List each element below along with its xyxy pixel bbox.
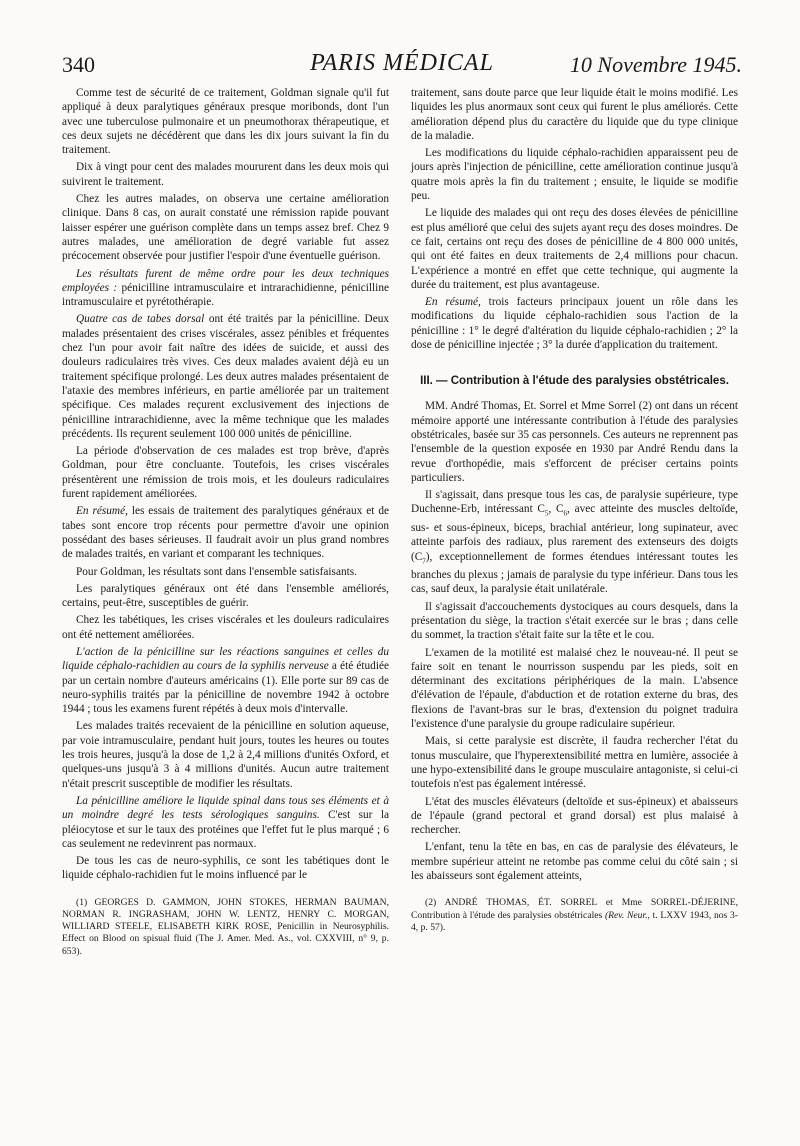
paragraph: Les modifications du liquide céphalo-rachidien apparaissent peu de jours après l'injection de pénicilline, cette amélioration continue jusqu'à quatre mois après la fin du traitement ; ensuite, le liquide se modifie peu. (411, 147, 738, 203)
text-run: (2) ANDRÉ THOMAS, ÉT. SORREL et Mme SORREL-DÉJERINE, Contribution à l'étude des paralysies obstétricales (411, 897, 738, 921)
paragraph (62, 504, 389, 561)
section-heading: III. — Contribution à l'étude des paralysies obstétricales. (420, 375, 729, 388)
footnote-text: (1) GEORGES D. GAMMON, JOHN STOKES, HERMAN BAUMAN, NORMAN R. INGRASHAM, JOHN W. LENTZ, HENRY C. MORGAN, WILLIARD STEELE, ELISABETH KIRK ROSE, Penicillin in Neurosyphilis. Effect on Blood on spisual fluid (The J. Amer. Med. As., vol. CXXVIII, n° 9, p. 653). (62, 896, 389, 957)
text-run: , C (548, 503, 564, 516)
footnote-1 (62, 897, 389, 958)
paragraph: L'examen de la motilité est malaisé chez le nouveau-né. Il peut se faire soit en tenant le nourrisson suspendu par les pieds, soit en déterminant des excitations périphériques de la main. L'absence d'élévation de l'épaule, d'abduction et de rotation externe du bras, des flexions de l'avant-bras sur le bras, d'extension du poignet traduira l'existence d'une paralysie du groupe radiculaire supérieur. (411, 646, 738, 731)
paragraph: Il s'agissait d'accouchements dystociques au cours desquels, dans la présentation du siège, la traction s'était exercée sur le bras ; dans celle du sommet, la traction s'était faite sur la tête et le cou. (411, 600, 738, 642)
paragraph: Comme test de sécurité de ce traitement, Goldman signale qu'il fut appliqué à deux paralytiques généraux presque moribonds, dont l'un avec une tuberculose pulmonaire et un pneumothorax thérapeutique, et ces deux sujets ne décédèrent que dans les dix jours suivant la fin du traitement. (62, 87, 389, 157)
italic-run: En résumé, (76, 505, 128, 518)
paragraph: L'état des muscles élévateurs (deltoïde et sus-épineux) et abaisseurs de l'épaule (grand pectoral et grand dorsal) est plus malaisé à rechercher. (411, 795, 738, 837)
italic-run: La pénicilline améliore le liquide spinal dans tous ses éléments et à un moindre degré les tests sérologiques sanguins. (62, 794, 389, 822)
paragraph: Chez les autres malades, on observa une certaine amélioration clinique. Dans 8 cas, on aurait constaté une rémission rapide pouvant laisser espérer une guérison complète dans un temps assez bref. Chez 9 autres malades, une amélioration de degré variable fut assez précocement observée pour justifier l'espoir d'une éventuelle guérison. (62, 193, 389, 263)
footnote-text (411, 897, 738, 934)
text-run: Il s'agissait, dans presque tous les cas, de paralysie supérieure, type Duchenne-Erb, intéressant C (411, 489, 738, 516)
subscript: 5 (544, 509, 549, 518)
text-run: trois facteurs principaux jouent un rôle dans les modifications du liquide céphalo-rachidien sous l'action de la pénicilline : 1° le degré d'altération du liquide céphalo-rachidien ; 2° la dose de pénicilline injectée ; 3° la durée d'application du traitement. (411, 296, 739, 352)
paragraph: MM. André Thomas, Et. Sorrel et Mme Sorrel (2) ont dans un récent mémoire apporté une intéressante contribution à l'étude des paralysies obstétricales, basée sur 35 cas personnels. Ces auteurs ne reprennent pas l'ensemble de la question exposée en 1930 par André Rendu dans la revue d'orthopédie, mais s'efforcent de préciser certains points particuliers. (411, 400, 738, 484)
text-run: , avec atteinte des muscles deltoïde, sus- et sous-épineux, biceps, brachial antérieur, long supinateur, avec atteinte parfois des radiaux, plus rarement des extenseurs des doigts (C (411, 503, 738, 563)
paragraph: Le liquide des malades qui ont reçu des doses élevées de pénicilline est plus amélioré que celui des sujets ayant reçu des doses moindres. De ce fait, certains ont reçu des doses de pénicilline de 4 800 000 unités, qui ont été faites en deux traitements de 2,4 millions pour chacun. L'expérience a montré en effet que cette technique, qui augmente la durée du traitement, est plus avantageuse. (411, 207, 738, 291)
text-run: C'est sur la pléiocytose et sur le taux des protéines que l'effet fut le plus marqué ; 6 cas seulement ne redevinrent pas normaux. (62, 809, 389, 850)
paragraph: Chez les tabétiques, les crises viscérales et les douleurs radiculaires ont été nettement améliorées. (62, 614, 389, 641)
text-run: t. LXXV 1943, nos 3-4, p. 57). (411, 909, 738, 933)
text-run: a été étudiée par un certain nombre d'auteurs américains (1). Elle porte sur 89 cas de neuro-syphilis traités par la pénicilline de novembre 1942 à octobre 1944 ; tous les examens furent répétés à deux mois d'intervalle. (62, 660, 389, 716)
italic-run: Les résultats furent de même ordre pour les deux techniques employées : (62, 267, 389, 294)
issue-date: 10 Novembre 1945. (569, 52, 742, 77)
left-column (62, 86, 389, 958)
text-run: les essais de traitement des paralytiques généraux et de tabes sont encore trop récents pour permettre d'avoir une opinion possédant des bases sérieuses. Il faudrait avoir un plus grand nombres de malades traités, en variant et comparant les techniques. (62, 505, 389, 561)
italic-run: Quatre cas de tabes dorsal (76, 313, 205, 326)
page-number: 340 (62, 52, 95, 77)
paragraph (411, 488, 738, 597)
paragraph: L'enfant, tenu la tête en bas, en cas de paralysie des élévateurs, le membre supérieur atteint ne retombe pas comme celui du côté sain ; si les abaisseurs sont également atteints, (411, 841, 738, 883)
text-run: pénicilline intramusculaire et intrarachidienne, pénicilline intramusculaire et pyrétothérapie. (62, 281, 389, 309)
subscript: 6 (563, 509, 568, 518)
paragraph: Les malades traités recevaient de la pénicilline en solution aqueuse, par voie intramusculaire, pendant huit jours, toutes les heures ou toutes les trois heures, jusqu'à la dose de 1,2 à 2,4 millions d'unités Oxford, et quelques-uns jusqu'à 3 à 4 millions d'unités. Aucun autre traitement n'était prescrit susceptible de modifier les résultats. (62, 720, 389, 790)
paragraph: Pour Goldman, les résultats sont dans l'ensemble satisfaisants. (76, 565, 357, 578)
paragraph: Les paralytiques généraux ont été dans l'ensemble améliorés, certains, peut-être, susceptibles de guérir. (62, 582, 389, 610)
paragraph: Mais, si cette paralysie est discrète, il faudra rechercher l'état du tonus musculaire, que l'hyperextensibilité mettra en lumière, associée à une hypo-extensibilité dans le groupe musculaire antagoniste, si celui-ci toutefois n'est pas également intéressé. (411, 735, 738, 791)
text-run: ), exceptionnellement de formes étendues intéressant toutes les branches du plexus ; jamais de paralysie du type inférieur. Dans tous les cas, sauf deux, la paralysie était unilatérale. (411, 550, 738, 596)
paragraph (62, 645, 389, 716)
paragraph: La période d'observation de ces malades est trop brève, d'après Goldman, pour être concluante. Toutefois, les crises viscérales présentèrent une rémission de trois mois, et les douleurs radiculaires furent rapidement améliorées. (62, 445, 389, 501)
paragraph: Dix à vingt pour cent des malades moururent dans les deux mois qui suivirent le traitement. (62, 161, 389, 188)
journal-title: PARIS MÉDICAL (310, 50, 494, 76)
footnote-2 (411, 897, 738, 934)
paragraph: traitement, sans doute parce que leur liquide était le moins modifié. Les liquides les plus anormaux sont ceux qui furent le plus améliorés. Cette amélioration dépend plus du caractère du liquide que du type clinique de la maladie. (411, 87, 738, 142)
subscript: 7 (422, 556, 426, 565)
right-column (411, 86, 738, 934)
page-header (62, 50, 742, 84)
paragraph (62, 794, 389, 851)
italic-run: (Rev. Neur., (604, 909, 650, 921)
italic-run: L'action de la pénicilline sur les réactions sanguines et celles du liquide céphalo-rachidien au cours de la syphilis nerveuse (62, 645, 389, 673)
paragraph: De tous les cas de neuro-syphilis, ce sont les tabétiques dont le liquide céphalo-rachidien fut le moins influencé par le (62, 855, 389, 882)
text-run: ont été traités par la pénicilline. Deux malades présentaient des crises viscérales, assez pénibles et fréquentes chez l'un pour avoir fait naître des idées de suicide, et aussi des douleurs radiculaires très vives. Ces deux malades avaient déjà eu un traitement spécifique prolongé. Les deux autres malades présentaient de l'ataxie des membres inférieurs, en partie améliorée par un traitement spécifique. Ces malades reçurent exclusivement des injections de pénicilline intrarachidienne, avec la même technique que les malades précédents. Ils reçurent seulement 100 000 unités de pénicilline. (62, 313, 390, 440)
paragraph (62, 267, 389, 310)
paragraph (411, 295, 738, 352)
paragraph (62, 312, 389, 441)
italic-run: En résumé, (425, 296, 481, 309)
